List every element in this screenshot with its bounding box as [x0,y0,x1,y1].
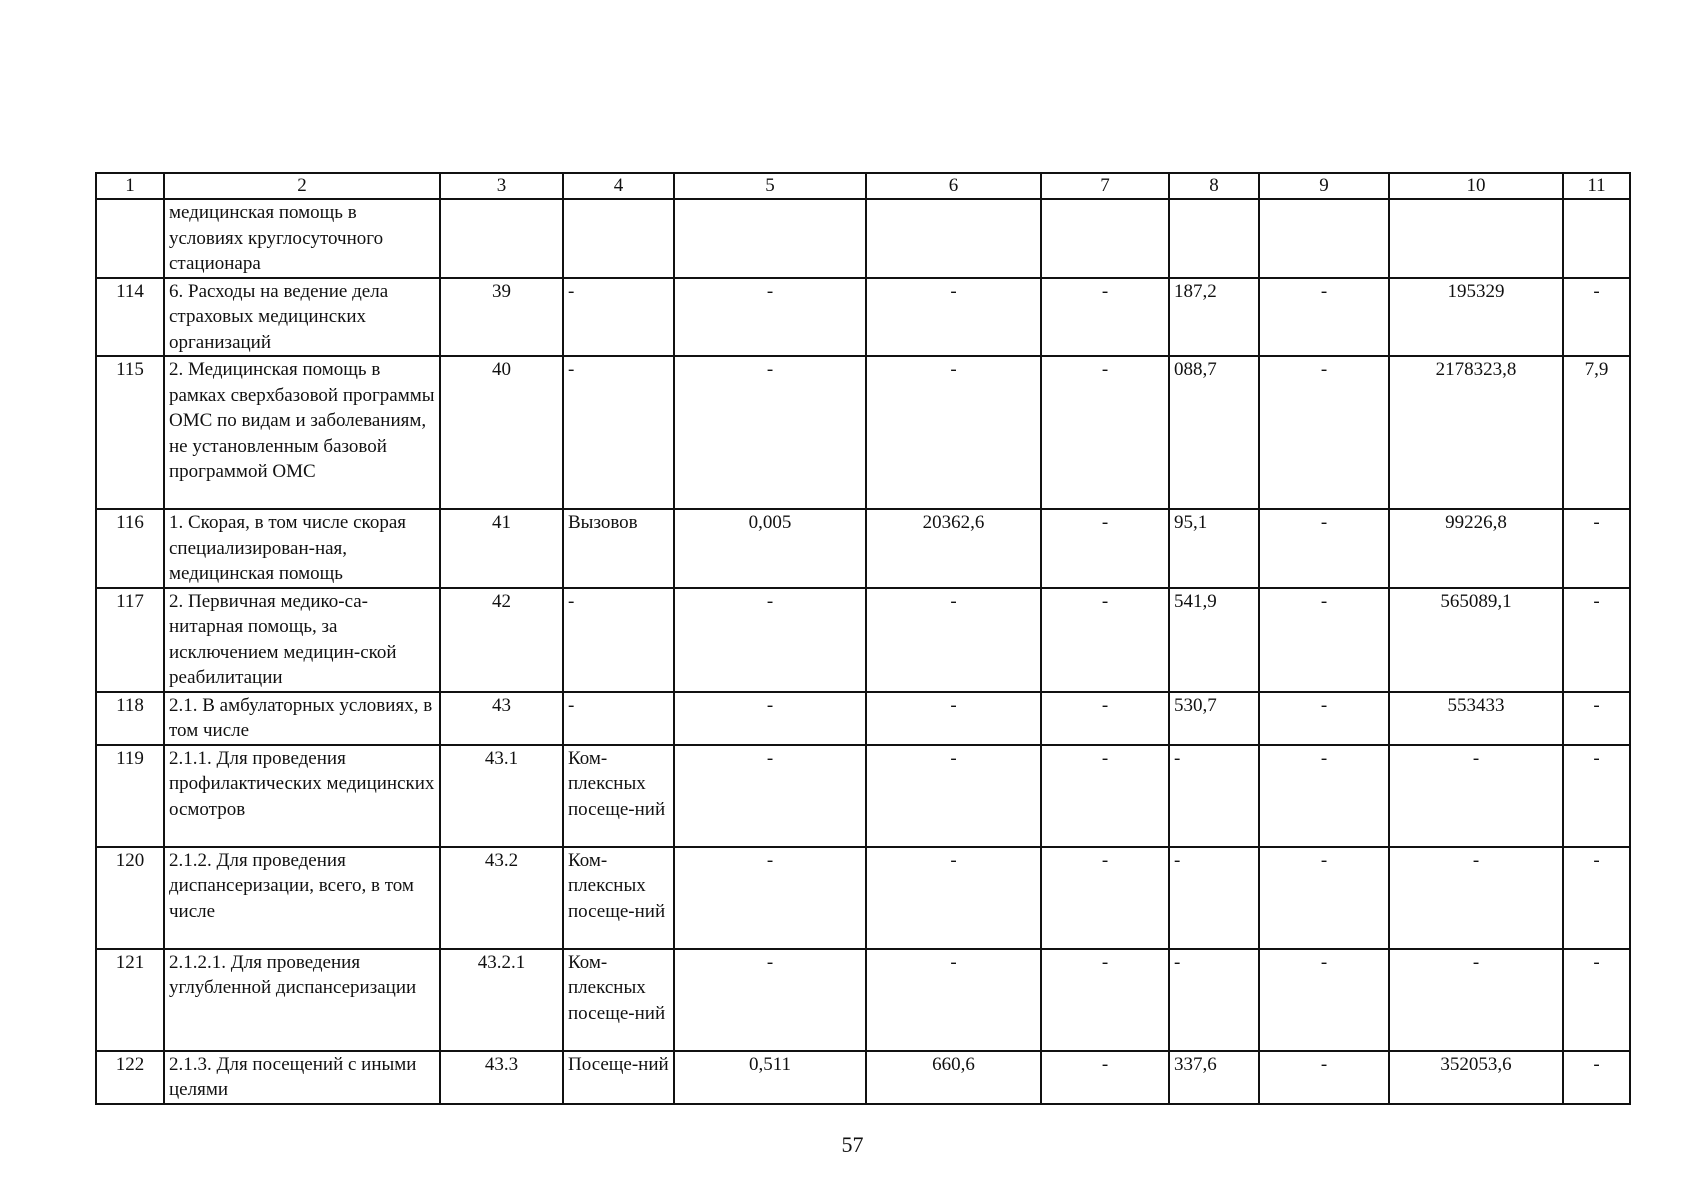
table-row [96,509,1630,588]
table-cell-col-10: - [1389,745,1563,847]
table-cell-col-3: 39 [440,278,563,357]
table-cell-col-8: 530,7 [1169,692,1259,745]
table-cell-col-4: Ком-плексных посеще-ний [563,949,674,1051]
table-row [96,278,1630,357]
table-cell-col-3: 40 [440,356,563,509]
table-cell-col-10: 553433 [1389,692,1563,745]
table-cell-col-11: - [1563,588,1630,692]
table-cell-col-4: Ком-плексных посеще-ний [563,847,674,949]
table-cell-col-11: - [1563,949,1630,1051]
table-cell-col-2: 6. Расходы на ведение дела страховых медицинских организаций [164,278,440,357]
table-cell-col-7: - [1041,847,1169,949]
table-cell-col-2: медицинская помощь в условиях круглосуточного стационара [164,199,440,278]
column-header: 10 [1389,173,1563,199]
table-cell-col-10 [1389,199,1563,278]
table-cell-col-1: 116 [96,509,164,588]
table-cell-col-10: - [1389,949,1563,1051]
table-cell-col-5: - [674,847,866,949]
table-row [96,1051,1630,1104]
table-cell-col-6: - [866,949,1041,1051]
table-cell-col-10: 99226,8 [1389,509,1563,588]
table-cell-col-7: - [1041,356,1169,509]
table-cell-col-10: 195329 [1389,278,1563,357]
table-row [96,199,1630,278]
table-cell-col-9: - [1259,692,1389,745]
table-cell-col-10: 565089,1 [1389,588,1563,692]
table-cell-col-1 [96,199,164,278]
table-cell-col-11: - [1563,745,1630,847]
table-cell-col-11: - [1563,1051,1630,1104]
table-cell-col-8: 337,6 [1169,1051,1259,1104]
column-header: 6 [866,173,1041,199]
table-cell-col-10: - [1389,847,1563,949]
table-cell-col-8: 088,7 [1169,356,1259,509]
table-cell-col-4: - [563,588,674,692]
table-row [96,949,1630,1051]
table-cell-col-4 [563,199,674,278]
table-cell-col-2: 2.1.3. Для посещений с иными целями [164,1051,440,1104]
table-cell-col-1: 120 [96,847,164,949]
table-cell-col-7: - [1041,588,1169,692]
table-cell-col-2: 2. Первичная медико-са-нитарная помощь, за исключением медицин-ской реабилитации [164,588,440,692]
table-cell-col-2: 2.1. В амбулаторных условиях, в том числе [164,692,440,745]
table-cell-col-9: - [1259,588,1389,692]
table-cell-col-5: 0,511 [674,1051,866,1104]
table-cell-col-2: 2.1.1. Для проведения профилактических медицинских осмотров [164,745,440,847]
table-cell-col-7: - [1041,1051,1169,1104]
table-cell-col-6: - [866,356,1041,509]
table-cell-col-11: 7,9 [1563,356,1630,509]
table-row [96,588,1630,692]
table-cell-col-1: 121 [96,949,164,1051]
table-cell-col-7 [1041,199,1169,278]
table-cell-col-6 [866,199,1041,278]
table-cell-col-5: 0,005 [674,509,866,588]
table-cell-col-5: - [674,278,866,357]
table-cell-col-4: - [563,692,674,745]
table-cell-col-3: 43.3 [440,1051,563,1104]
table-cell-col-6: - [866,278,1041,357]
table-cell-col-11: - [1563,847,1630,949]
table-cell-col-4: - [563,278,674,357]
column-header: 1 [96,173,164,199]
table-cell-col-5 [674,199,866,278]
table-cell-col-7: - [1041,949,1169,1051]
table-cell-col-7: - [1041,692,1169,745]
table-cell-col-3: 43 [440,692,563,745]
table-cell-col-2: 2.1.2.1. Для проведения углубленной диспансеризации [164,949,440,1051]
column-header: 11 [1563,173,1630,199]
table-cell-col-4: Вызовов [563,509,674,588]
table-cell-col-7: - [1041,509,1169,588]
table-cell-col-9: - [1259,745,1389,847]
table-row [96,356,1630,509]
table-cell-col-5: - [674,949,866,1051]
table-cell-col-7: - [1041,745,1169,847]
table-cell-col-9: - [1259,949,1389,1051]
page-number: 57 [841,1132,864,1157]
table-cell-col-8 [1169,199,1259,278]
table-cell-col-1: 115 [96,356,164,509]
column-header: 4 [563,173,674,199]
table-cell-col-6: - [866,745,1041,847]
table-body [96,199,1630,1104]
table-cell-col-6: - [866,847,1041,949]
table-cell-col-10: 352053,6 [1389,1051,1563,1104]
column-header: 7 [1041,173,1169,199]
table-cell-col-8: - [1169,949,1259,1051]
table-cell-col-9: - [1259,847,1389,949]
column-header: 8 [1169,173,1259,199]
table-cell-col-4: - [563,356,674,509]
table-cell-col-8: 541,9 [1169,588,1259,692]
table-cell-col-11 [1563,199,1630,278]
table-cell-col-8: 95,1 [1169,509,1259,588]
table-cell-col-6: 20362,6 [866,509,1041,588]
table-cell-col-3: 43.2 [440,847,563,949]
table-cell-col-1: 117 [96,588,164,692]
table-cell-col-1: 114 [96,278,164,357]
table-cell-col-9: - [1259,356,1389,509]
table-cell-col-11: - [1563,692,1630,745]
table-cell-col-2: 1. Скорая, в том числе скорая специализирован-ная, медицинская помощь [164,509,440,588]
table-cell-col-5: - [674,692,866,745]
table-cell-col-3: 42 [440,588,563,692]
column-header: 3 [440,173,563,199]
table-cell-col-11: - [1563,278,1630,357]
table-cell-col-1: 119 [96,745,164,847]
table-cell-col-8: - [1169,745,1259,847]
table-cell-col-6: - [866,692,1041,745]
table-cell-col-7: - [1041,278,1169,357]
table-cell-col-9: - [1259,1051,1389,1104]
table-cell-col-9 [1259,199,1389,278]
table-cell-col-6: 660,6 [866,1051,1041,1104]
table-cell-col-5: - [674,745,866,847]
table-cell-col-9: - [1259,278,1389,357]
table-cell-col-10: 2178323,8 [1389,356,1563,509]
table-cell-col-6: - [866,588,1041,692]
table-cell-col-9: - [1259,509,1389,588]
table-cell-col-5: - [674,356,866,509]
column-header: 2 [164,173,440,199]
header-row [96,173,1630,199]
table-cell-col-3: 43.2.1 [440,949,563,1051]
table-cell-col-1: 118 [96,692,164,745]
table-cell-col-3 [440,199,563,278]
column-header: 5 [674,173,866,199]
data-table [95,172,1631,1105]
table-cell-col-4: Посеще-ний [563,1051,674,1104]
table-row [96,745,1630,847]
column-header: 9 [1259,173,1389,199]
table-cell-col-8: 187,2 [1169,278,1259,357]
table-row [96,847,1630,949]
table-cell-col-2: 2.1.2. Для проведения диспансеризации, всего, в том числе [164,847,440,949]
table-cell-col-1: 122 [96,1051,164,1104]
table-cell-col-2: 2. Медицинская помощь в рамках сверхбазовой программы ОМС по видам и заболеваниям, не установленным базовой программой ОМС [164,356,440,509]
table-cell-col-8: - [1169,847,1259,949]
table-cell-col-3: 43.1 [440,745,563,847]
table-cell-col-5: - [674,588,866,692]
table-cell-col-4: Ком-плексных посеще-ний [563,745,674,847]
table-cell-col-11: - [1563,509,1630,588]
table-cell-col-3: 41 [440,509,563,588]
table-row [96,692,1630,745]
